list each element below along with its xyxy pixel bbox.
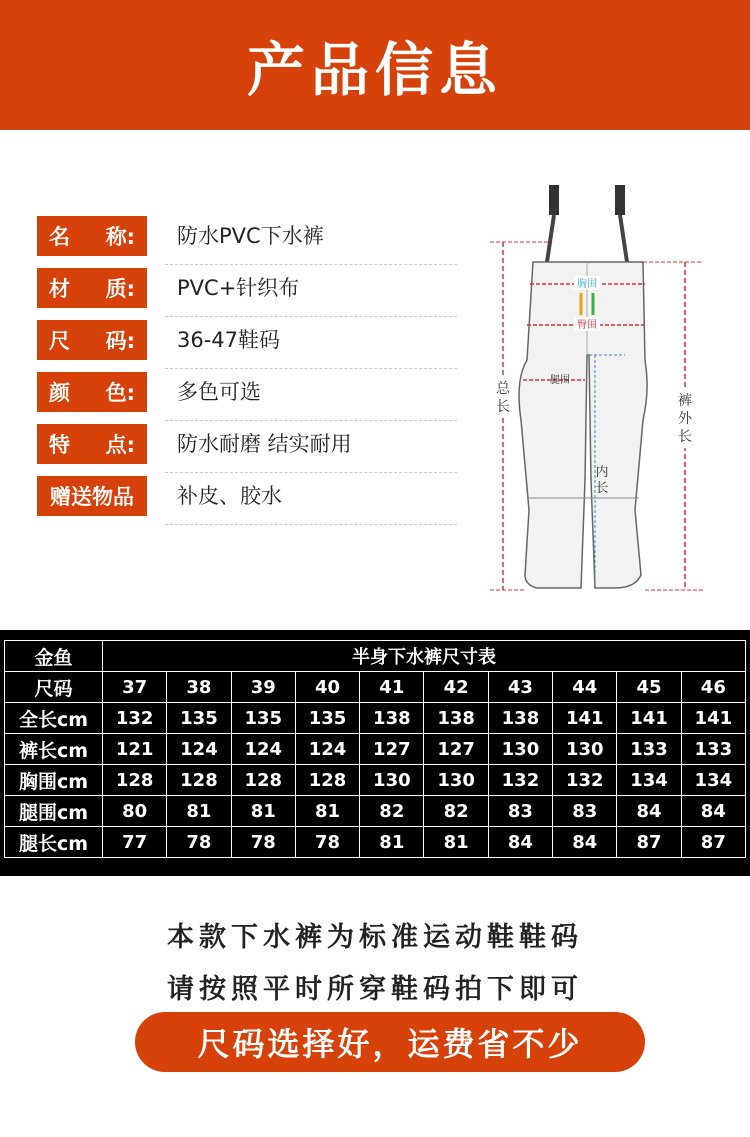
table-cell: 138 — [488, 703, 552, 734]
table-cell: 138 — [360, 703, 424, 734]
divider — [165, 368, 457, 369]
wader-outline — [519, 262, 647, 588]
spec-row-color — [37, 372, 457, 416]
table-cell: 134 — [681, 765, 745, 796]
spec-label: 赠送物品 — [37, 476, 147, 516]
table-cell: 134 — [617, 765, 681, 796]
total-label-2: 长 — [496, 399, 510, 415]
inner-label-2: 长 — [595, 481, 609, 496]
row-header: 胸围cm — [5, 765, 103, 796]
table-cell: 84 — [617, 796, 681, 827]
brand-cell: 金鱼 — [5, 641, 103, 672]
size-cell: 44 — [553, 672, 617, 703]
spec-row-feature — [37, 424, 457, 468]
spec-label: 尺 码: — [37, 320, 147, 360]
table-cell: 83 — [488, 796, 552, 827]
table-row — [5, 734, 746, 765]
table-cell: 121 — [103, 734, 167, 765]
spec-row-gift — [37, 476, 457, 520]
table-title: 半身下水裤尺寸表 — [103, 641, 746, 672]
size-cell: 45 — [617, 672, 681, 703]
table-cell: 135 — [295, 703, 359, 734]
table-cell: 81 — [295, 796, 359, 827]
size-table — [4, 640, 746, 858]
table-cell: 130 — [553, 734, 617, 765]
divider — [165, 472, 457, 473]
size-cell: 40 — [295, 672, 359, 703]
table-cell: 141 — [617, 703, 681, 734]
spec-value: 防水PVC下水裤 — [177, 224, 324, 248]
table-cell: 78 — [295, 827, 359, 858]
table-cell: 84 — [488, 827, 552, 858]
table-cell: 132 — [553, 765, 617, 796]
row-header: 尺码 — [5, 672, 103, 703]
table-cell: 128 — [167, 765, 231, 796]
table-cell: 84 — [681, 796, 745, 827]
highlight-banner: 尺码选择好，运费省不少 — [135, 1012, 645, 1072]
spec-value: 补皮、胶水 — [177, 484, 282, 508]
row-header: 裤长cm — [5, 734, 103, 765]
size-cell: 42 — [424, 672, 488, 703]
size-cell: 41 — [360, 672, 424, 703]
table-cell: 81 — [167, 796, 231, 827]
table-cell: 133 — [617, 734, 681, 765]
table-row — [5, 703, 746, 734]
table-row — [5, 827, 746, 858]
row-header: 全长cm — [5, 703, 103, 734]
page-title: 产品信息 — [246, 36, 503, 104]
table-cell: 132 — [103, 703, 167, 734]
header-banner — [0, 0, 750, 130]
table-cell: 80 — [103, 796, 167, 827]
table-cell: 82 — [424, 796, 488, 827]
total-label-1: 总 — [496, 381, 510, 397]
outer-label-3: 长 — [678, 429, 692, 445]
spec-value: 多色可选 — [177, 380, 261, 404]
table-cell: 124 — [167, 734, 231, 765]
size-cell: 46 — [681, 672, 745, 703]
divider — [165, 420, 457, 421]
table-cell: 130 — [424, 765, 488, 796]
divider — [165, 264, 457, 265]
size-cell: 39 — [231, 672, 295, 703]
size-cell: 38 — [167, 672, 231, 703]
spec-value: PVC+针织布 — [177, 276, 300, 300]
thigh-label: 腿围 — [550, 375, 570, 386]
table-cell: 77 — [103, 827, 167, 858]
size-cell: 37 — [103, 672, 167, 703]
outer-label-1: 裤 — [678, 393, 692, 409]
table-cell: 78 — [231, 827, 295, 858]
divider — [165, 524, 457, 525]
size-cell: 43 — [488, 672, 552, 703]
spec-label: 颜 色: — [37, 372, 147, 412]
wader-diagram — [485, 180, 710, 600]
table-cell: 133 — [681, 734, 745, 765]
spec-value: 36-47鞋码 — [177, 328, 281, 352]
outer-length-measure — [643, 262, 703, 590]
table-cell: 84 — [553, 827, 617, 858]
table-cell: 78 — [167, 827, 231, 858]
table-cell: 82 — [360, 796, 424, 827]
table-cell: 132 — [488, 765, 552, 796]
table-cell: 83 — [553, 796, 617, 827]
table-cell: 128 — [103, 765, 167, 796]
divider — [165, 316, 457, 317]
spec-row-material — [37, 268, 457, 312]
table-cell: 135 — [231, 703, 295, 734]
table-row-sizes — [5, 672, 746, 703]
spec-row-size — [37, 320, 457, 364]
spec-row-name — [37, 216, 457, 260]
row-header: 腿围cm — [5, 796, 103, 827]
table-cell: 81 — [424, 827, 488, 858]
table-cell: 127 — [424, 734, 488, 765]
spec-label: 名 称: — [37, 216, 147, 256]
chest-label: 胸围 — [577, 279, 597, 290]
table-cell: 81 — [360, 827, 424, 858]
size-note-1: 本款下水裤为标准运动鞋鞋码 — [167, 922, 583, 953]
row-header: 腿长cm — [5, 827, 103, 858]
table-cell: 130 — [488, 734, 552, 765]
table-cell: 124 — [231, 734, 295, 765]
table-cell: 124 — [295, 734, 359, 765]
table-row — [5, 765, 746, 796]
table-cell: 130 — [360, 765, 424, 796]
size-note-2: 请按照平时所穿鞋码拍下即可 — [167, 974, 583, 1005]
suspender-straps — [547, 185, 627, 262]
table-cell: 81 — [231, 796, 295, 827]
table-row-title — [5, 641, 746, 672]
spec-value: 防水耐磨 结实耐用 — [177, 432, 352, 456]
table-cell: 138 — [424, 703, 488, 734]
table-cell: 87 — [681, 827, 745, 858]
outer-label-2: 外 — [678, 411, 692, 427]
table-cell: 127 — [360, 734, 424, 765]
hip-label: 臀围 — [577, 320, 597, 331]
spec-label: 材 质: — [37, 268, 147, 308]
table-cell: 128 — [295, 765, 359, 796]
inner-label-1: 内 — [595, 465, 609, 480]
table-cell: 87 — [617, 827, 681, 858]
table-cell: 128 — [231, 765, 295, 796]
spec-label: 特 点: — [37, 424, 147, 464]
table-row — [5, 796, 746, 827]
table-cell: 135 — [167, 703, 231, 734]
table-cell: 141 — [553, 703, 617, 734]
table-cell: 141 — [681, 703, 745, 734]
size-table-panel — [0, 630, 750, 876]
